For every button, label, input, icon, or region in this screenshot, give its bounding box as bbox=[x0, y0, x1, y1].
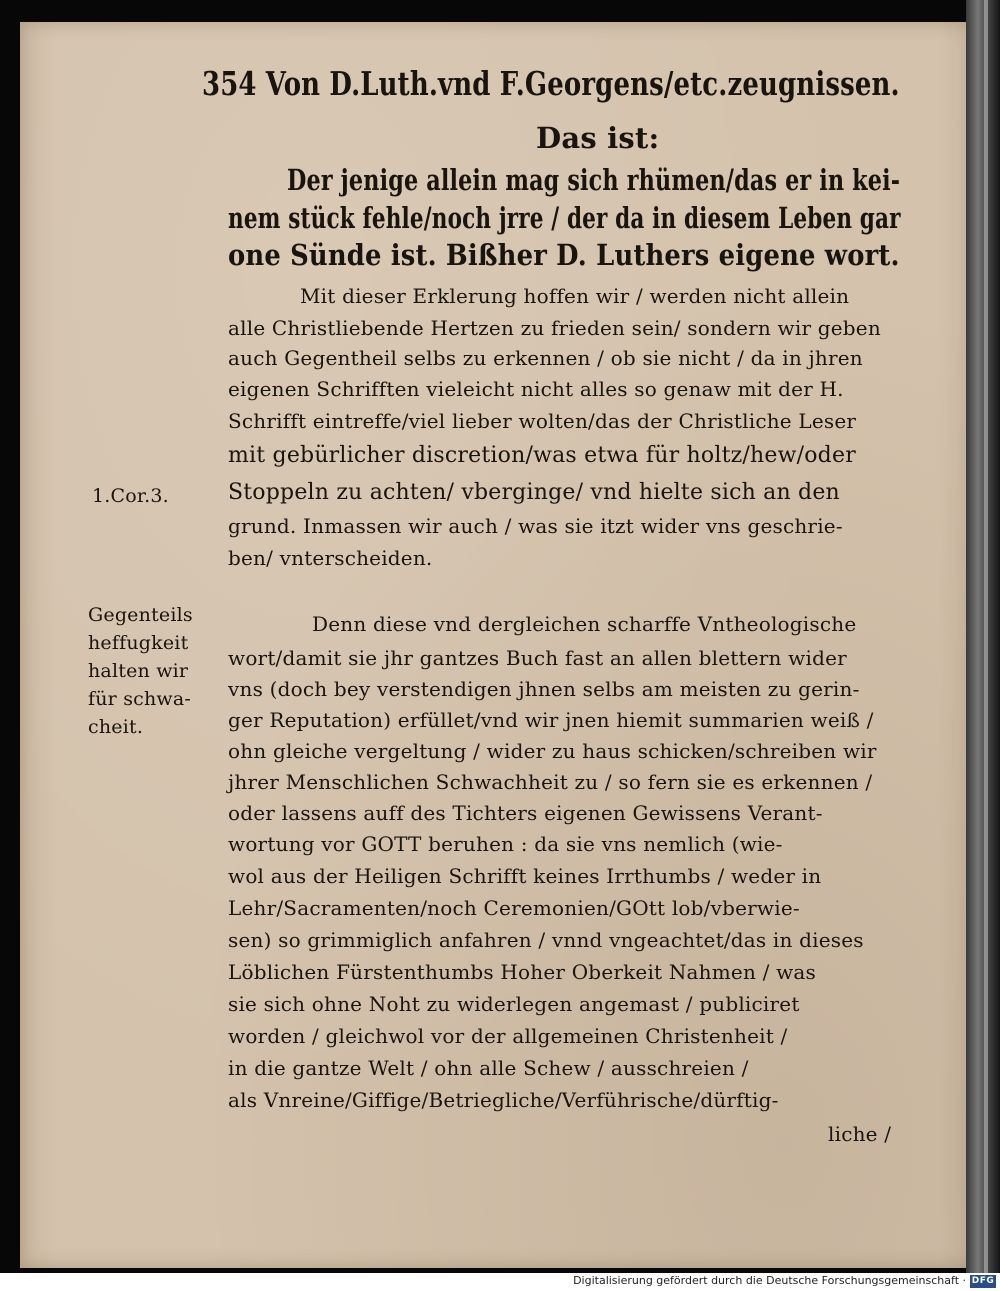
margin-note-line: für schwa- bbox=[88, 688, 192, 710]
paragraph-line: Denn diese vnd dergleichen scharffe Vntheologische bbox=[312, 612, 857, 636]
paragraph-line: jhrer Menschlichen Schwachheit zu / so fern sie es erkennen / bbox=[228, 770, 873, 794]
paragraph-line: auch Gegentheil selbs zu erkennen / ob sie nicht / da in jhren bbox=[228, 346, 863, 370]
paragraph-line: sen) so grimmiglich anfahren / vnnd vngeachtet/das in dieses bbox=[228, 928, 864, 952]
dfg-logo: DFG bbox=[971, 1276, 995, 1286]
margin-note-line: cheit. bbox=[88, 716, 144, 738]
paragraph-line: in die gantze Welt / ohn alle Schew / ausschreien / bbox=[228, 1056, 749, 1080]
paragraph-line: Stoppeln zu achten/ vberginge/ vnd hielte sich an den bbox=[228, 480, 840, 505]
margin-note-line: Gegenteils bbox=[88, 604, 193, 626]
paragraph-line: oder lassens auff des Tichters eigenen Gewissens Verant- bbox=[228, 801, 823, 825]
paragraph-line: wort/damit sie jhr gantzes Buch fast an allen blettern wider bbox=[228, 646, 847, 670]
running-header: 354 Von D.Luth.vnd F.Georgens/etc.zeugnissen. bbox=[202, 64, 900, 103]
footer-bar bbox=[0, 1273, 1000, 1291]
quote-line: one Sünde ist. Bißher D. Luthers eigene wort. bbox=[228, 238, 900, 272]
paragraph-line: ohn gleiche vergeltung / wider zu haus schicken/schreiben wir bbox=[228, 739, 877, 763]
margin-note-line: heffugkeit bbox=[88, 632, 189, 654]
paragraph-line: wol aus der Heiligen Schrifft keines Irrthumbs / weder in bbox=[228, 864, 822, 888]
funding-notice: Digitalisierung gefördert durch die Deutsche Forschungsgemeinschaft · bbox=[573, 1274, 966, 1287]
paragraph-line: Löblichen Fürstenthumbs Hoher Oberkeit Nahmen / was bbox=[228, 960, 817, 984]
margin-note-reference: 1.Cor.3. bbox=[92, 485, 169, 507]
paragraph-line: ben/ vnterscheiden. bbox=[228, 546, 433, 570]
paragraph-line: worden / gleichwol vor der allgemeinen Christenheit / bbox=[228, 1024, 788, 1048]
paragraph-line: eigenen Schrifften vieleicht nicht alles so genaw mit der H. bbox=[228, 377, 844, 401]
section-heading: Das ist: bbox=[536, 121, 660, 155]
paragraph-line: Lehr/Sacramenten/noch Ceremonien/GOtt lob/vberwie- bbox=[228, 896, 800, 920]
paragraph-line: sie sich ohne Noht zu widerlegen angemast / publiciret bbox=[228, 992, 800, 1016]
paragraph-line: Mit dieser Erklerung hoffen wir / werden nicht allein bbox=[300, 284, 850, 308]
book-spine-edge bbox=[966, 0, 1000, 1273]
paragraph-line: Schrifft eintreffe/viel lieber wolten/das der Christliche Leser bbox=[228, 409, 857, 433]
paragraph-line: ger Reputation) erfüllet/vnd wir jnen hiemit summarien weiß / bbox=[228, 708, 874, 732]
margin-note-line: halten wir bbox=[88, 660, 189, 682]
spine-highlight bbox=[984, 0, 988, 1273]
catchword: liche / bbox=[828, 1122, 892, 1146]
quote-line: Der jenige allein mag sich rhümen/das er in kei- bbox=[287, 163, 901, 197]
paragraph-line: grund. Inmassen wir auch / was sie itzt wider vns geschrie- bbox=[228, 514, 843, 538]
paragraph-line: vns (doch bey verstendigen jhnen selbs am meisten zu gerin- bbox=[228, 677, 860, 701]
quote-line: nem stück fehle/noch jrre / der da in diesem Leben gar bbox=[228, 201, 901, 235]
paragraph-line: alle Christliebende Hertzen zu frieden sein/ sondern wir geben bbox=[228, 316, 881, 340]
paragraph-line: als Vnreine/Giffige/Betriegliche/Verführische/dürftig- bbox=[228, 1088, 779, 1112]
paragraph-line: wortung vor GOTT beruhen : da sie vns nemlich (wie- bbox=[228, 832, 783, 856]
paragraph-line: mit gebürlicher discretion/was etwa für holtz/hew/oder bbox=[228, 443, 856, 468]
